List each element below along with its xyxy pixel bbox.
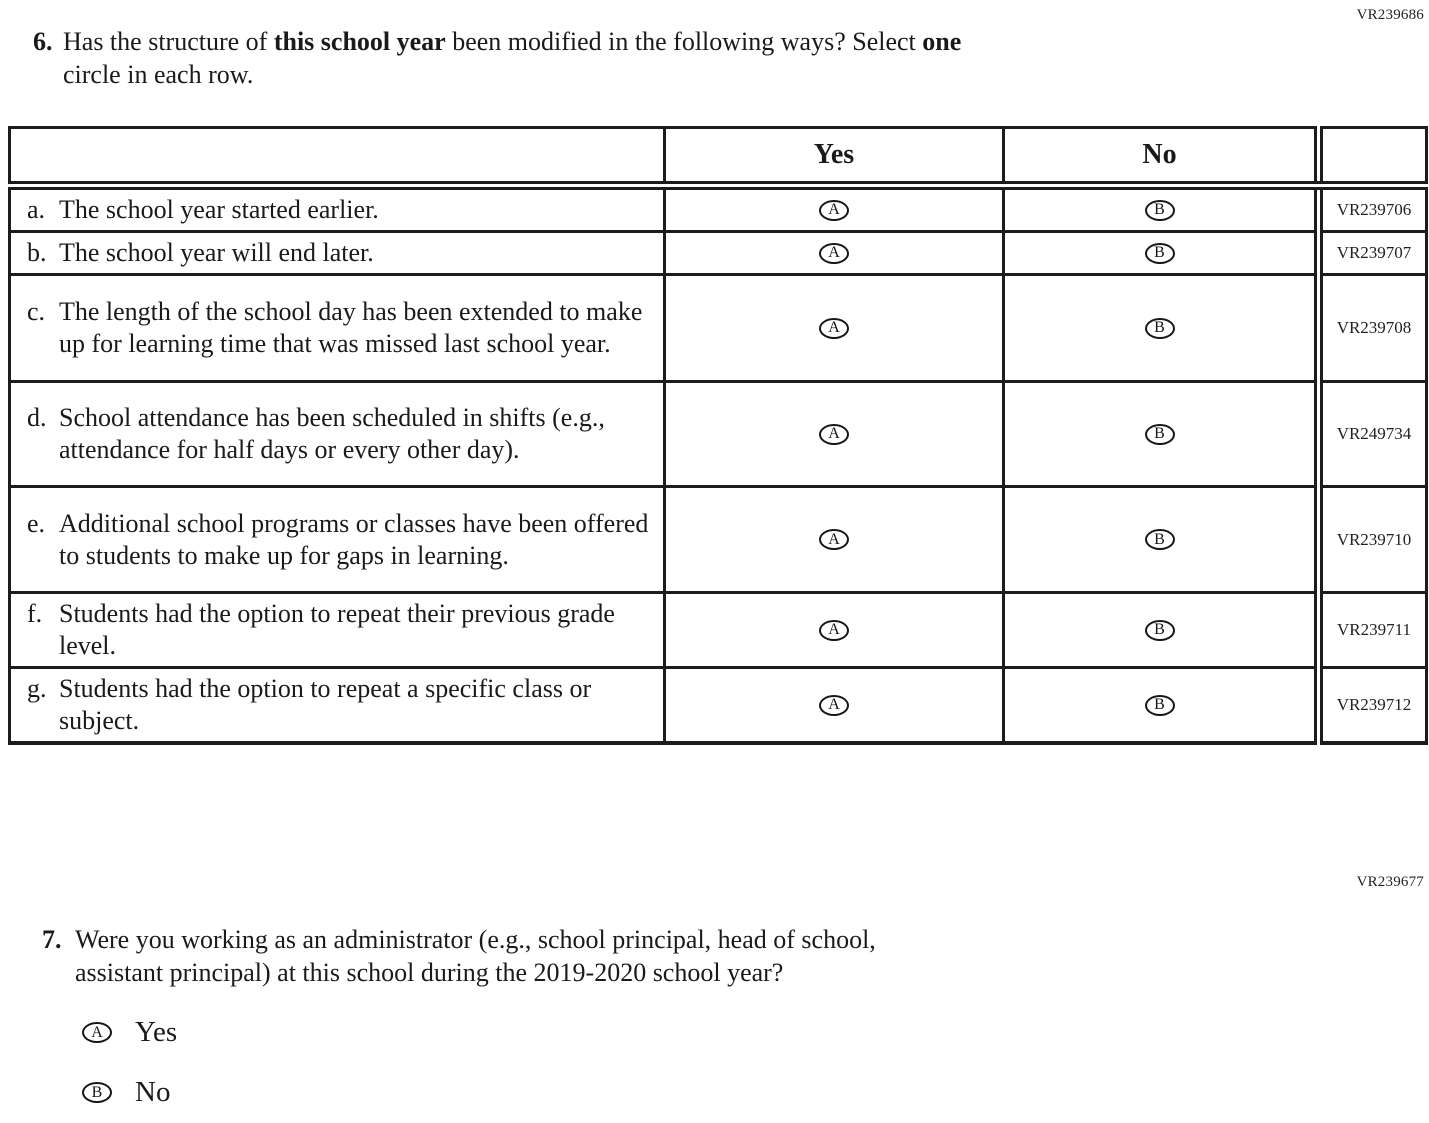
column-header-yes: Yes	[665, 128, 1004, 186]
response-bubble-yes[interactable]: A	[819, 620, 849, 641]
grid-row	[10, 275, 1427, 382]
yes-cell	[665, 668, 1004, 744]
grid-row	[10, 186, 1427, 232]
yes-cell	[665, 593, 1004, 668]
row-statement-cell	[10, 275, 665, 382]
question-7-options	[82, 1018, 876, 1107]
row-statement: The school year started earlier.	[59, 195, 379, 224]
grid-header-code-blank	[1319, 128, 1427, 186]
grid-row	[10, 232, 1427, 275]
row-code: VR239711	[1319, 593, 1427, 668]
question-6	[33, 25, 1389, 91]
no-cell	[1004, 487, 1319, 593]
form-code-q7: VR239677	[1356, 874, 1424, 890]
question-6-number: 6.	[33, 27, 53, 56]
response-bubble-yes[interactable]: A	[819, 200, 849, 221]
form-code-q6: VR239686	[1356, 7, 1424, 23]
row-letter: a.	[27, 195, 46, 224]
q7-response-bubble[interactable]: B	[82, 1082, 112, 1103]
row-letter: b.	[27, 238, 47, 267]
yes-cell	[665, 382, 1004, 487]
question-7-body	[75, 923, 876, 1123]
row-code: VR239710	[1319, 487, 1427, 593]
row-code: VR239708	[1319, 275, 1427, 382]
grid-header-row	[10, 128, 1427, 186]
question-6-text: Has the structure of this school year been modified in the following ways? Select one circle in each row.	[63, 27, 962, 89]
grid-row	[10, 593, 1427, 668]
row-letter: d.	[27, 403, 47, 432]
response-bubble-yes[interactable]: A	[819, 529, 849, 550]
row-code: VR249734	[1319, 382, 1427, 487]
row-statement: Additional school programs or classes have been offered to students to make up for gaps in learning.	[59, 508, 649, 570]
row-code: VR239707	[1319, 232, 1427, 275]
q7-option-label: Yes	[135, 1016, 178, 1048]
row-statement: Students had the option to repeat their previous grade level.	[59, 599, 615, 660]
row-letter: g.	[27, 674, 47, 703]
q6-response-grid	[8, 126, 1428, 745]
response-bubble-yes[interactable]: A	[819, 243, 849, 264]
row-statement: The school year will end later.	[59, 238, 374, 267]
response-bubble-no[interactable]: B	[1145, 529, 1175, 550]
response-bubble-yes[interactable]: A	[819, 695, 849, 716]
q7-option-label: No	[135, 1076, 171, 1108]
row-statement-cell	[10, 668, 665, 744]
q7-option	[82, 1018, 876, 1047]
yes-cell	[665, 232, 1004, 275]
no-cell	[1004, 668, 1319, 744]
response-bubble-no[interactable]: B	[1145, 243, 1175, 264]
row-code: VR239712	[1319, 668, 1427, 744]
row-statement-cell	[10, 382, 665, 487]
row-statement-cell	[10, 593, 665, 668]
no-cell	[1004, 382, 1319, 487]
no-cell	[1004, 232, 1319, 275]
row-code: VR239706	[1319, 186, 1427, 232]
yes-cell	[665, 487, 1004, 593]
row-letter: f.	[27, 599, 43, 628]
response-bubble-yes[interactable]: A	[819, 318, 849, 339]
row-statement-cell	[10, 232, 665, 275]
grid-row	[10, 487, 1427, 593]
row-statement-cell	[10, 186, 665, 232]
response-bubble-no[interactable]: B	[1145, 424, 1175, 445]
q7-option	[82, 1078, 876, 1107]
row-letter: e.	[27, 508, 46, 538]
row-letter: c.	[27, 297, 46, 326]
response-bubble-no[interactable]: B	[1145, 620, 1175, 641]
yes-cell	[665, 275, 1004, 382]
response-bubble-no[interactable]: B	[1145, 318, 1175, 339]
question-7-number: 7.	[42, 925, 62, 954]
column-header-no: No	[1004, 128, 1319, 186]
row-statement-cell	[10, 487, 665, 593]
no-cell	[1004, 186, 1319, 232]
question-7-text: Were you working as an administrator (e.g., school principal, head of school, assistant principal) at this school during the 2019-2020 school year?	[75, 925, 876, 987]
row-statement: The length of the school day has been extended to make up for learning time that was missed last school year.	[59, 297, 643, 358]
grid-header-blank	[10, 128, 665, 186]
grid-row	[10, 668, 1427, 744]
response-bubble-yes[interactable]: A	[819, 424, 849, 445]
response-bubble-no[interactable]: B	[1145, 695, 1175, 716]
q7-response-bubble[interactable]: A	[82, 1022, 112, 1043]
yes-cell	[665, 186, 1004, 232]
row-statement: School attendance has been scheduled in shifts (e.g., attendance for half days or every other day).	[59, 403, 605, 464]
no-cell	[1004, 593, 1319, 668]
row-statement: Students had the option to repeat a specific class or subject.	[59, 674, 592, 735]
question-7	[42, 923, 1389, 1123]
response-bubble-no[interactable]: B	[1145, 200, 1175, 221]
no-cell	[1004, 275, 1319, 382]
grid-row	[10, 382, 1427, 487]
